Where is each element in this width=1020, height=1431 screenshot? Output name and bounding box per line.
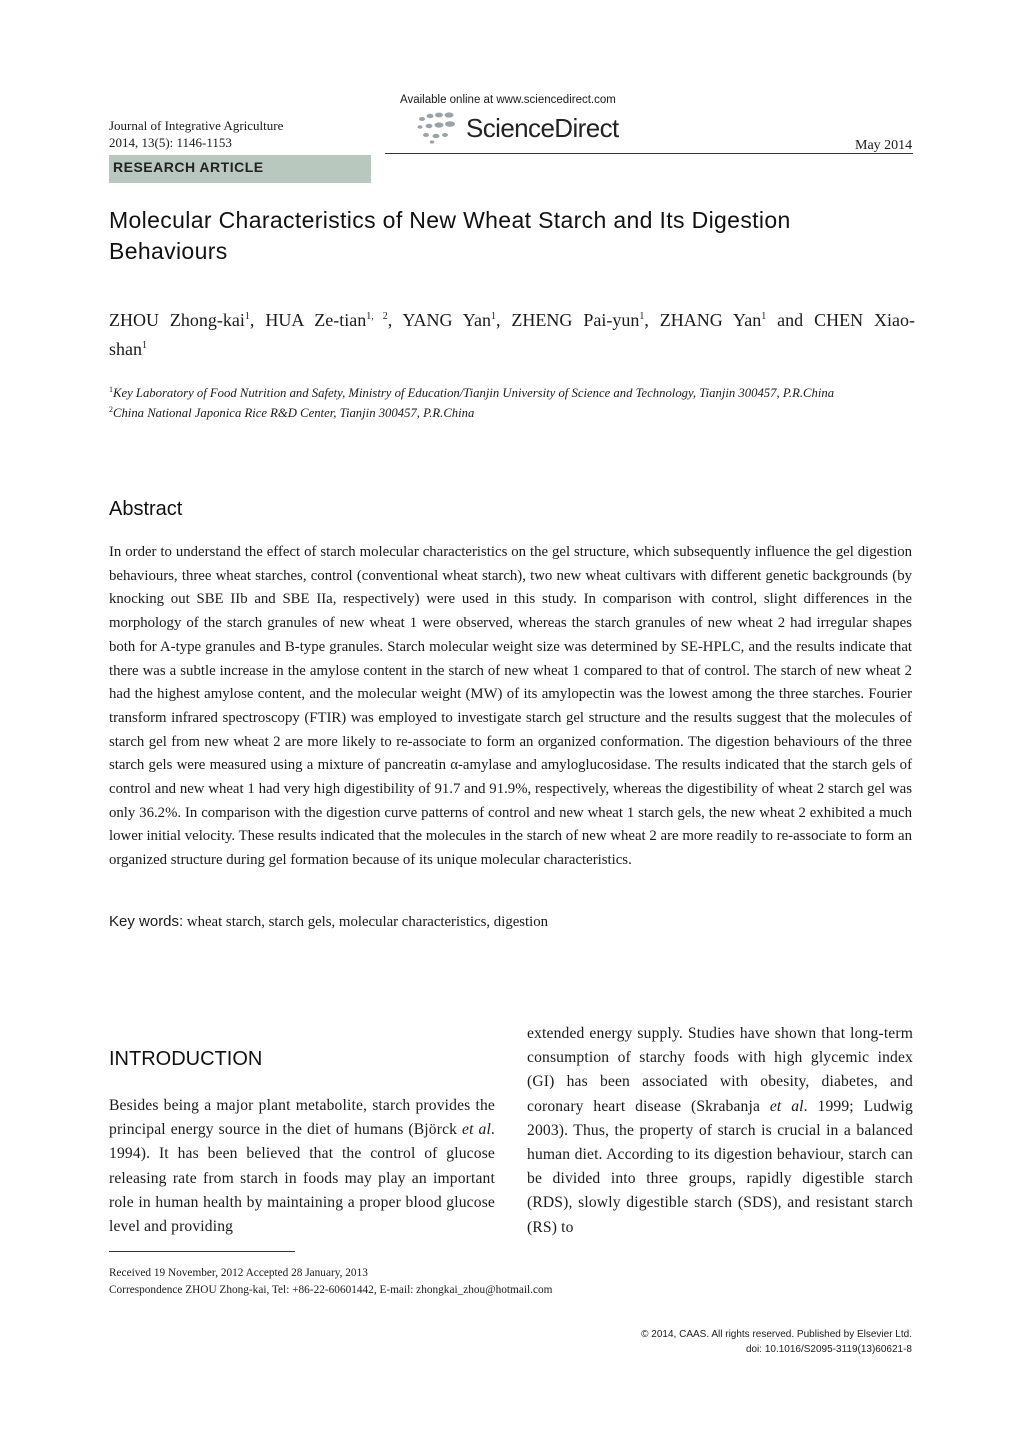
author-affiliation-mark: 1 [639,311,645,322]
article-title [109,205,919,267]
introduction-heading: INTRODUCTION [109,1048,263,1070]
keywords [109,913,548,931]
affiliation-2: $^2$China National Japonica Rice R&D Center, Tianjin 300457, P.R.China [109,405,475,420]
author-name: ZHOU Zhong-kai [109,310,245,330]
journal-name: Journal of Integrative Agriculture [109,118,284,133]
author-affiliation-mark: 1 [490,311,496,322]
title-line-1: Molecular Characteristics of New Wheat Starch and Its Digestion [109,207,791,233]
author-name: ZHENG Pai-yun [511,310,640,330]
author-name: shan [109,339,142,359]
title-line-2: Behaviours [109,238,228,264]
issue-date: May 2014 [855,138,913,153]
copyright-notice: © 2014, CAAS. All rights reserved. Published by Elsevier Ltd. [641,1329,912,1340]
journal-issue: 2014, 13(5): 1146-1153 [109,135,232,150]
article-type-label: RESEARCH ARTICLE [113,159,264,175]
available-online-link[interactable]: Available online at www.sciencedirect.com [400,94,616,106]
keywords-list: wheat starch, starch gels, molecular characteristics, digestion [186,914,549,930]
intro-right-column: extended energy supply. Studies have shown that long-term consumption of starchy foods with high glycemic index (GI) has been associated with obesity, diabetes, and coronary heart disease (Skrabanja et al. 1999; Ludwig 2003). Thus, the property of starch is crucial in a balanced human diet. According to its digestion behaviour, starch can be divided into three groups, rapidly digestible starch (RDS), slowly digestible starch (SDS), and resistant starch (RS) to [527,1025,913,1236]
author-list-continued [109,335,147,364]
intro-left-column: Besides being a major plant metabolite, starch provides the principal energy source in the diet of humans (Björck et al. 1994). It has been believed that the control of glucose releasing rate from starch in foods may play an important role in human health by maintaining a proper blood glucose level and providing [109,1097,495,1236]
abstract-heading: Abstract [109,498,183,520]
received-dates: Received 19 November, 2012 Accepted 28 January, 2013 [109,1267,368,1279]
correspondence: Correspondence ZHOU Zhong-kai, Tel: +86-22-60601442, E-mail: zhongkai_zhou@hotmail.com [109,1284,553,1296]
abstract-text: In order to understand the effect of starch molecular characteristics on the gel structure, which subsequently influence the gel digestion behaviours, three wheat starches, control (conventional wheat starch), two new wheat cultivars with different genetic backgrounds (by knocking out SBE IIb and SBE IIa, respectively) were used in this study. In comparison with control, slight differences in the morphology of the starch granules of new wheat 1 were observed, whereas the starch granules of new wheat 2 had irregular shapes both for A-type granules and B-type granules. Starch molecular weight size was determined by SE-HPLC, and the results indicate that there was a subtle increase in the amylose content in the starch of new wheat 1 compared to that of control. The starch of new wheat 2 had the highest amylose content, and the molecular weight (MW) of its amylopectin was the lowest among the three starches. Fourier transform infrared spectroscopy (FTIR) was employed to investigate starch gel structure and the results suggest that the molecules of starch gel from new wheat 2 are more likely to re-associate to form an organized conformation. The digestion behaviours of the three starch gels were measured using a mixture of pancreatin α-amylase and amyloglucosidase. The results indicated that the starch gels of control and new wheat 1 had very high digestibility of 91.7 and 91.9%, respectively, whereas the digestibility of wheat 2 starch gel was only 36.2%. In comparison with the digestion curve patterns of control and new wheat 1 starch gels, the new wheat 2 exhibited a much lower initial velocity. These results indicated that the molecules in the starch of new wheat 2 are more readily to re-associate to form an organized structure during gel formation because of its unique molecular characteristics. [109,544,912,869]
author-list: ZHOU Zhong-kai$^1$, HUA Ze-tian$^{1, 2}$, YANG Yan$^1$, ZHENG Pai-yun$^1$, ZHANG Yan$^1$ and CHEN Xiao- [109,310,916,330]
sciencedirect-logo-text: ScienceDirect [466,113,619,143]
author-affiliation-mark: 1, 2 [366,311,388,322]
keywords-label: Key words: [109,913,184,930]
author-name: CHEN Xiao- [814,310,916,330]
doi[interactable]: doi: 10.1016/S2095-3119(13)60621-8 [745,1344,912,1355]
author-name: YANG Yan [402,310,491,330]
author-affiliation-mark: 1 [761,311,767,322]
author-affiliation-mark: 1 [142,340,147,351]
author-affiliation-mark: 1 [244,311,250,322]
author-name: HUA Ze-tian [265,310,367,330]
affiliation-1: $^1$Key Laboratory of Food Nutrition and Safety, Ministry of Education/Tianjin University of Science and Technology, Tianjin 300457, P.R.China [109,385,835,400]
author-name: ZHANG Yan [659,310,762,330]
footnote-divider [109,1251,295,1252]
header-divider [385,153,913,154]
